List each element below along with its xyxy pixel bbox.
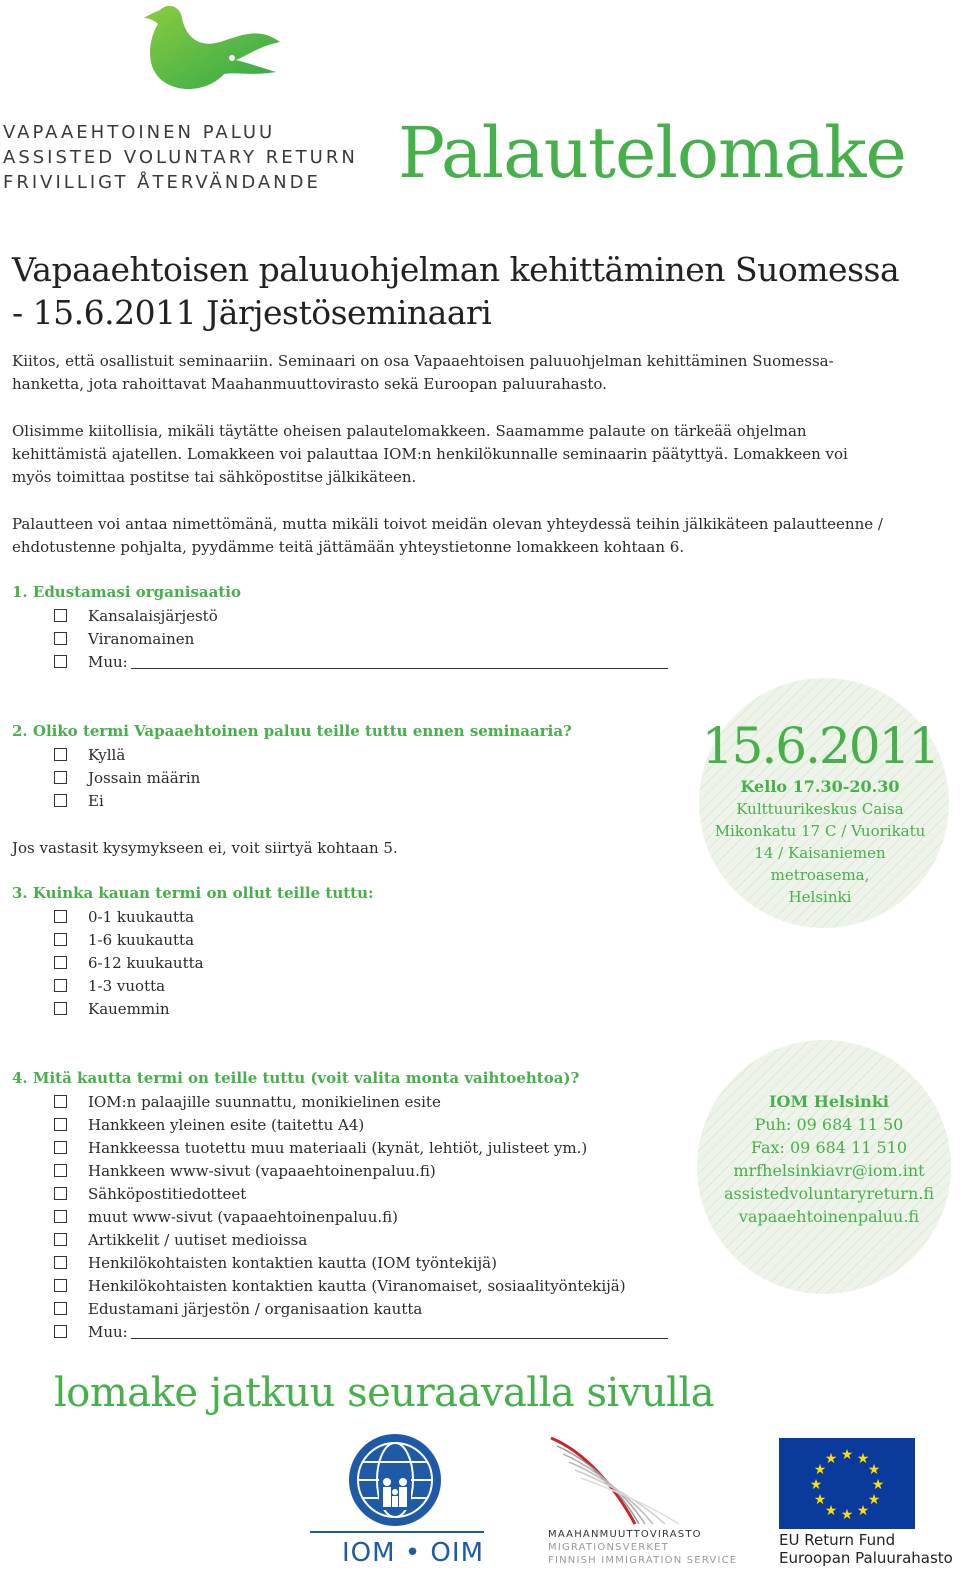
checkbox[interactable] (54, 632, 67, 645)
option-sahkopostitiedotteet[interactable] (54, 1183, 246, 1206)
checkbox[interactable] (54, 1095, 67, 1108)
svg-text:★: ★ (867, 1492, 881, 1508)
checkbox[interactable] (54, 1210, 67, 1223)
checkbox[interactable] (54, 609, 67, 622)
event-date: 15.6.2011 (701, 717, 939, 775)
event-venue-line: Helsinki (788, 888, 852, 906)
contact-website[interactable]: vapaaehtoinenpaluu.fi (738, 1207, 920, 1226)
checkbox[interactable] (54, 910, 67, 923)
checkbox[interactable] (54, 1325, 67, 1338)
option-muu[interactable] (54, 1321, 668, 1344)
eu-flag-logo (779, 1438, 915, 1529)
svg-text:★: ★ (840, 1507, 854, 1523)
option-yleinen-esite[interactable] (54, 1114, 364, 1137)
option-label: Jossain määrin (88, 769, 201, 787)
option-label: Kansalaisjärjestö (88, 607, 218, 625)
option-label: Ei (88, 792, 104, 810)
option-1-3-vuotta[interactable] (54, 975, 165, 998)
option-6-12-kuukautta[interactable] (54, 952, 204, 975)
intro-paragraph-1: Kiitos, että osallistuit seminaariin. Seminaari on osa Vapaaehtoisen paluuohjelman kehittäminen Suomessa-hanketta, jota rahoittavat Maahanmuuttovirasto sekä Euroopan paluurahasto. (12, 352, 834, 393)
option-label: Muu: (88, 653, 128, 671)
muu-input-line[interactable] (131, 1324, 668, 1339)
migri-line: MAAHANMUUTTOVIRASTO (548, 1529, 702, 1540)
option-label: 6-12 kuukautta (88, 954, 204, 972)
dove-logo (140, 2, 290, 97)
option-label: IOM:n palaajille suunnattu, monikielinen esite (88, 1093, 441, 1111)
option-www-sivut[interactable] (54, 1160, 436, 1183)
option-kontaktit-iom[interactable] (54, 1252, 497, 1275)
svg-text:★: ★ (824, 1451, 838, 1467)
option-label: muut www-sivut (vapaaehtoinenpaluu.fi) (88, 1208, 398, 1226)
checkbox[interactable] (54, 979, 67, 992)
option-label: Henkilökohtaisten kontaktien kautta (IOM työntekijä) (88, 1254, 497, 1272)
option-kontaktit-viranomaiset[interactable] (54, 1275, 626, 1298)
continue-note: lomake jatkuu seuraavalla sivulla (54, 1370, 715, 1416)
iom-logo (335, 1432, 455, 1532)
option-label: Hankkeen yleinen esite (taitettu A4) (88, 1116, 365, 1134)
option-label: Sähköpostitiedotteet (88, 1185, 247, 1203)
migri-swoosh-logo (545, 1432, 715, 1527)
checkbox[interactable] (54, 1141, 67, 1154)
intro-paragraph-2: Olisimme kiitollisia, mikäli täytätte oheisen palautelomakkeen. Saamamme palaute on tärkeää ohjelman kehittämistä ajatellen. Lomakkeen voi palauttaa IOM:n henkilökunnalle seminaarin päätyttyä. Lomakkeen voi myös toimittaa postitse tai sähköpostitse jälkikäteen. (12, 422, 848, 486)
page-title: Palautelomake (398, 112, 906, 194)
iom-label: IOM • OIM (342, 1538, 484, 1568)
event-venue-line: 14 / Kaisaniemen (754, 844, 886, 862)
option-label: 1-6 kuukautta (88, 931, 195, 949)
event-info-text (699, 716, 941, 908)
question-1-title: 1. Edustamasi organisaatio (12, 583, 241, 601)
option-ei[interactable] (54, 790, 104, 813)
contact-phone: Puh: 09 684 11 50 (754, 1115, 904, 1134)
svg-text:★: ★ (813, 1492, 827, 1508)
checkbox[interactable] (54, 1302, 67, 1315)
event-venue-line: Kulttuurikeskus Caisa (736, 800, 904, 818)
logotype-line: FRIVILLIGT ÅTERVÄNDANDE (3, 172, 321, 193)
checkbox[interactable] (54, 1187, 67, 1200)
contact-email[interactable]: mrfhelsinkiavr@iom.int (733, 1161, 925, 1180)
svg-text:★: ★ (824, 1503, 838, 1519)
migri-line: FINNISH IMMIGRATION SERVICE (548, 1555, 738, 1566)
checkbox[interactable] (54, 1118, 67, 1131)
option-jossain-maarin[interactable] (54, 767, 200, 790)
checkbox[interactable] (54, 748, 67, 761)
checkbox[interactable] (54, 1002, 67, 1015)
checkbox[interactable] (54, 933, 67, 946)
event-venue-line: Mikonkatu 17 C / Vuorikatu (714, 822, 926, 840)
svg-text:★: ★ (856, 1451, 870, 1467)
event-time: Kello 17.30-20.30 (740, 777, 900, 796)
checkbox[interactable] (54, 1233, 67, 1246)
program-name-logotype (3, 120, 358, 195)
option-label: Kyllä (88, 746, 126, 764)
svg-text:★: ★ (813, 1462, 827, 1478)
event-venue-line: metroasema, (770, 866, 870, 884)
option-label: Edustamani järjestön / organisaation kautta (88, 1300, 423, 1318)
option-jarjeston-kautta[interactable] (54, 1298, 422, 1321)
eu-line: EU Return Fund (779, 1531, 896, 1549)
svg-text:★: ★ (871, 1477, 885, 1493)
option-muut-www-sivut[interactable] (54, 1206, 398, 1229)
contact-fax: Fax: 09 684 11 510 (750, 1138, 908, 1157)
option-1-6-kuukautta[interactable] (54, 929, 194, 952)
svg-text:★: ★ (840, 1447, 854, 1463)
migri-line: MIGRATIONSVERKET (548, 1542, 669, 1553)
checkbox[interactable] (54, 1164, 67, 1177)
option-label: Muu: (88, 1323, 128, 1341)
option-muu[interactable] (54, 651, 668, 674)
option-kylla[interactable] (54, 744, 125, 767)
checkbox[interactable] (54, 956, 67, 969)
contact-info-text (697, 1090, 960, 1228)
heading-line: Vapaaehtoisen paluuohjelman kehittäminen Suomessa (12, 250, 900, 289)
option-label: Henkilökohtaisten kontaktien kautta (Viranomaiset, sosiaalityöntekijä) (88, 1277, 626, 1295)
logotype-line: VAPAAEHTOINEN PALUU (3, 122, 276, 143)
option-label: Viranomainen (88, 630, 195, 648)
eu-text (779, 1531, 953, 1567)
option-label: Artikkelit / uutiset medioissa (88, 1231, 308, 1249)
option-artikkelit[interactable] (54, 1229, 307, 1252)
option-0-1-kuukautta[interactable] (54, 906, 194, 929)
checkbox[interactable] (54, 1279, 67, 1292)
option-muu-materiaali[interactable] (54, 1137, 587, 1160)
option-viranomainen[interactable] (54, 628, 194, 651)
option-label: 0-1 kuukautta (88, 908, 195, 926)
question-2-note: Jos vastasit kysymykseen ei, voit siirtyä kohtaan 5. (12, 839, 398, 857)
migri-text (548, 1528, 737, 1567)
option-label: Hankkeessa tuotettu muu materiaali (kynät, lehtiöt, julisteet ym.) (88, 1139, 588, 1157)
svg-text:★: ★ (809, 1477, 823, 1493)
option-label: 1-3 vuotta (88, 977, 166, 995)
checkbox[interactable] (54, 1256, 67, 1269)
document-heading (12, 248, 899, 334)
heading-line: - 15.6.2011 Järjestöseminaari (12, 293, 492, 332)
option-label: Kauemmin (88, 1000, 170, 1018)
checkbox[interactable] (54, 794, 67, 807)
checkbox[interactable] (54, 655, 67, 668)
eu-line: Euroopan Paluurahasto (779, 1549, 953, 1567)
option-label: Hankkeen www-sivut (vapaaehtoinenpaluu.fi) (88, 1162, 436, 1180)
question-2-title: 2. Oliko termi Vapaaehtoinen paluu teille tuttu ennen seminaaria? (12, 722, 572, 740)
contact-title: IOM Helsinki (769, 1092, 889, 1111)
option-kauemmin[interactable] (54, 998, 170, 1021)
option-iom-esite[interactable] (54, 1091, 441, 1114)
iom-divider (310, 1531, 484, 1533)
svg-text:★: ★ (856, 1503, 870, 1519)
option-kansalaisjarjesto[interactable] (54, 605, 218, 628)
question-4-title: 4. Mitä kautta termi on teille tuttu (voit valita monta vaihtoehtoa)? (12, 1069, 580, 1087)
muu-input-line[interactable] (131, 654, 668, 669)
checkbox[interactable] (54, 771, 67, 784)
contact-website[interactable]: assistedvoluntaryreturn.fi (723, 1184, 935, 1203)
svg-text:★: ★ (867, 1462, 881, 1478)
question-3-title: 3. Kuinka kauan termi on ollut teille tuttu: (12, 884, 374, 902)
logotype-line: ASSISTED VOLUNTARY RETURN (3, 147, 358, 168)
intro-paragraph-3: Palautteen voi antaa nimettömänä, mutta mikäli toivot meidän olevan yhteydessä teihin jälkikäteen palautteenne / ehdotustenne pohjalta, pyydämme teitä jättämään yhteystietonne lomakkeen kohtaan 6. (12, 515, 883, 556)
